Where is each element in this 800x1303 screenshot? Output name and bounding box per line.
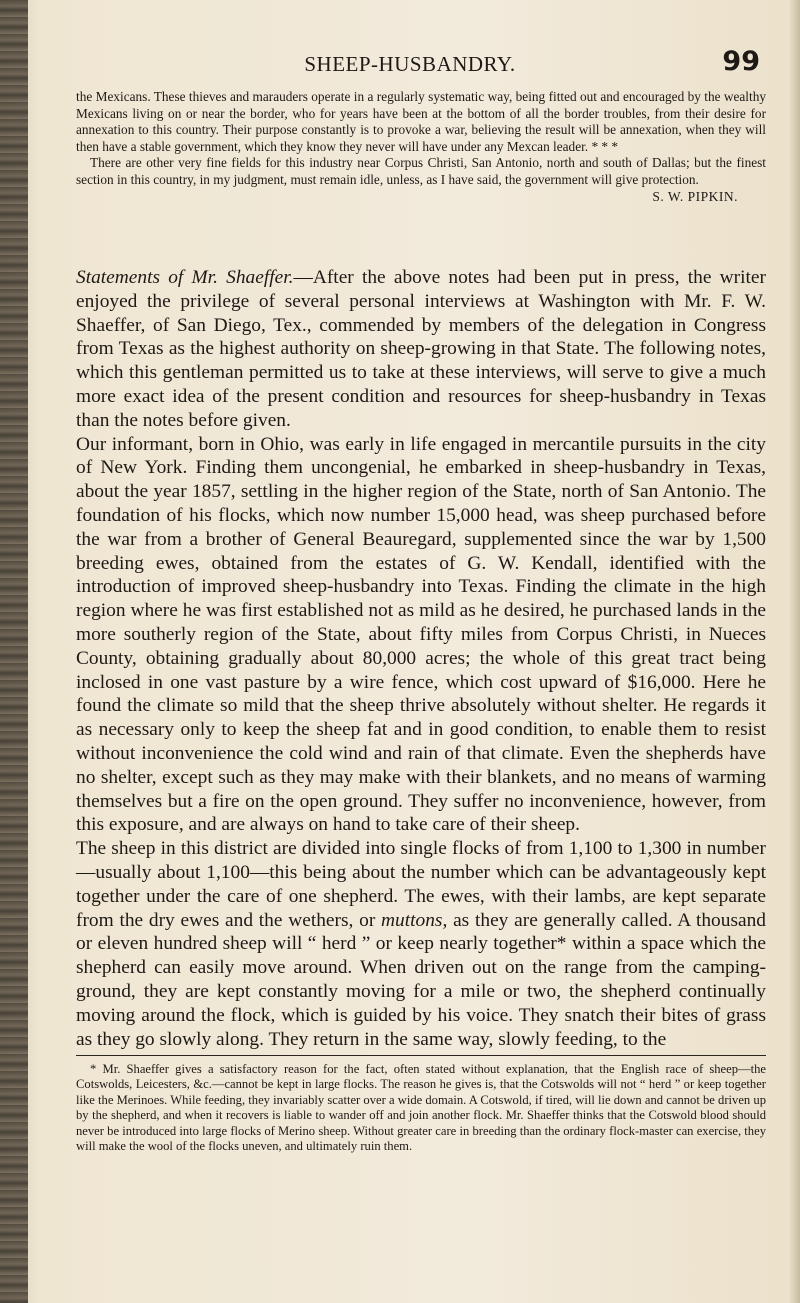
running-title: SHEEP-HUSBANDRY.: [304, 52, 516, 76]
italic-term: muttons,: [381, 909, 448, 931]
body-paragraph: Our informant, born in Ohio, was early in life engaged in mercantile pursuits in the city of New York. Finding them uncongenial, he embarked in sheep-husbandry in Texas, about the year 1857, settling in the higher region of the State, north of San Antonio. The foundation of his flocks, which now number 15,000 head, was sheep purchased before the war from a brother of General Beauregard, supplemented since the war by 1,500 breeding ewes, obtained from the estates of G. W. Kendall, identified with the introduction of improved sheep-husbandry into Texas. Finding the climate in the high region where he was first established not as mild as he desired, he purchased lands in the more southerly region of the State, about fifty miles from Corpus Christi, in Nueces County, obtaining gradually about 80,000 acres; the whole of this great tract being inclosed in one vast pasture by a wire fence, which cost upward of $16,000. Here he found the climate so mild that the sheep thrive absolutely without shelter. He regards it as necessary only to keep the sheep fat and in good condition, to enable them to resist without inconvenience the cold wind and rain of that climate. Even the shepherds have no shelter, except such as they may make with their blankets, and no means of warming themselves but a fire on the open ground. They suffer no inconvenience, however, from this exposure, and are always on hand to take care of their sheep.: [76, 433, 766, 836]
body-paragraph-text: as they are generally called. A thousand or eleven hundred sheep will “ herd ” or keep nearly together* within a space which the shepherd can easily move around. When driven out on the range from the camping-ground, they are kept constantly moving for a mile or two, the shepherd continually moving around the flock, which is guided by his voice. They snatch their bites of grass as they go slowly along. They return in the same way, slowly feeding, to the: [76, 909, 766, 1050]
letter-paragraph: the Mexicans. These thieves and marauders operate in a regularly systematic way, being fitted out and encouraged by the wealthy Mexicans living on or near the border, who for years have been at the bottom of all the border troubles, from their desire for annexation to this country. Their purpose constantly is to provoke a war, believing the result will be annexation, when they will then have a stable government, which they know they never will have under any Mexcan leader. * * *: [76, 89, 766, 154]
body-paragraph-text: The sheep in this district are divided into single flocks of from 1,100 to 1,300 in number—usually about 1,100—this being about the number which can be advantageously kept together under the care of one shepherd. The ewes, with their lambs, are kept separate from the dry ewes and the wethers, or: [76, 838, 766, 931]
body-paragraph: [76, 837, 766, 1051]
main-text: [76, 266, 766, 1051]
body-paragraph-text: —After the above notes had been put in press, the writer enjoyed the privilege of several personal interviews at Washington with Mr. F. W. Shaeffer, of San Diego, Tex., commended by members of the delegation in Congress from Texas as the highest authority on sheep-growing in that State. The following notes, which this gentleman permitted us to take at these interviews, will serve to give a much more exact idea of the present condition and resources for sheep-husbandry in Texas than the notes before given.: [76, 267, 766, 431]
letter-signature: S. W. PIPKIN.: [652, 188, 738, 204]
footnote-rule: [76, 1055, 766, 1056]
book-binding-gutter: [0, 0, 28, 1303]
letter-paragraph: There are other very fine fields for this industry near Corpus Christi, San Antonio, north and south of Dallas; but the finest section in this country, in my judgment, must remain idle, unless, as I have said, the government will give protection.: [76, 155, 766, 187]
page-number: 99: [722, 46, 760, 77]
letter-excerpt: [76, 89, 766, 205]
section-heading: Statements of Mr. Shaeffer.: [76, 267, 294, 288]
page-header: [60, 44, 760, 80]
footnote: [76, 1062, 766, 1154]
body-paragraph: [76, 266, 766, 433]
page-edge: [790, 0, 800, 1303]
footnote-text: * Mr. Shaeffer gives a satisfactory reason for the fact, often stated without explanation, that the English race of sheep—the Cotswolds, Leicesters, &c.—cannot be kept in large flocks. The reason he gives is, that the Cotswolds will not “ herd ” or keep together like the Merinoes. While feeding, they invariably scatter over a wide domain. A Cotswold, if tired, will lie down and cannot be driven up by the shepherd, and when it recovers is liable to wander off and join another flock. Mr. Shaeffer thinks that the Cotswold blood should never be introduced into large flocks of Merino sheep. Without greater care in breeding than the ordinary flock-master can exercise, they will make the wool of the flocks uneven, and ultimately ruin them.: [76, 1062, 766, 1154]
